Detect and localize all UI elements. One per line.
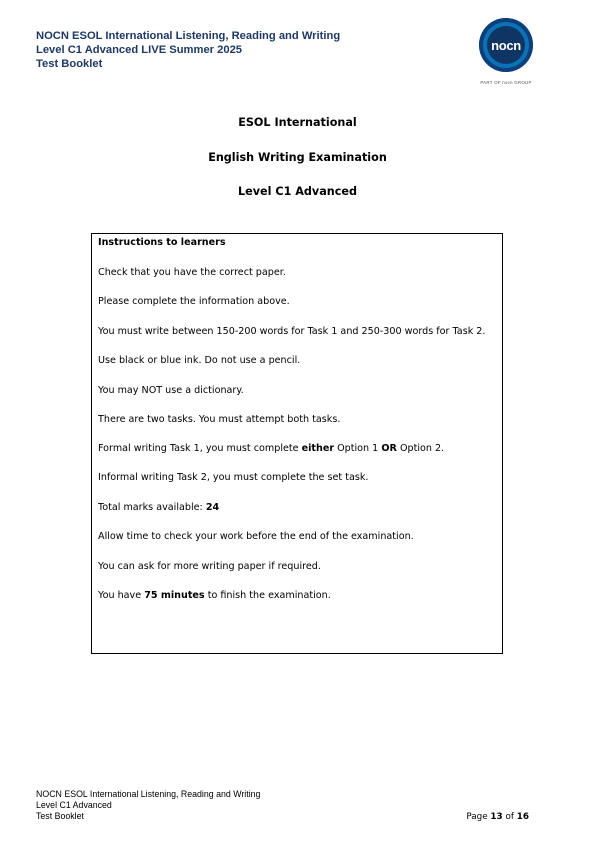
nocn-logo bbox=[476, 18, 536, 90]
footer-line-1: NOCN ESOL International Listening, Reading and Writing bbox=[36, 789, 261, 799]
header-line-1: NOCN ESOL International Listening, Reading and Writing bbox=[36, 30, 341, 42]
footer-line-2: Level C1 Advanced bbox=[36, 800, 112, 810]
logo-ring bbox=[479, 18, 533, 72]
instructions-box bbox=[91, 233, 503, 654]
instruction-item bbox=[98, 443, 444, 455]
logo-text: nocn bbox=[487, 26, 525, 64]
page-current: 13 bbox=[490, 812, 503, 822]
instruction-text: Total marks available: bbox=[98, 502, 206, 513]
instruction-item: You may NOT use a dictionary. bbox=[98, 385, 244, 396]
title-writing-examination: English Writing Examination bbox=[208, 151, 387, 164]
page-total: 16 bbox=[516, 812, 529, 822]
instruction-item bbox=[98, 502, 219, 514]
footer-line-3: Test Booklet bbox=[36, 811, 84, 821]
instruction-text: Option 2. bbox=[396, 443, 445, 454]
instruction-emphasis: OR bbox=[381, 443, 397, 454]
time-limit-value: 75 minutes bbox=[144, 590, 205, 601]
instruction-text: You have bbox=[98, 590, 145, 601]
instruction-emphasis: either bbox=[301, 443, 335, 454]
instruction-item: Allow time to check your work before the end of the examination. bbox=[98, 531, 414, 542]
title-esol-international: ESOL International bbox=[238, 116, 357, 129]
page-mid: of bbox=[502, 812, 517, 822]
header-line-3: Test Booklet bbox=[36, 58, 103, 70]
page-number bbox=[440, 812, 529, 822]
instruction-item: Check that you have the correct paper. bbox=[98, 267, 286, 278]
instruction-item: Please complete the information above. bbox=[98, 296, 290, 307]
instructions-heading: Instructions to learners bbox=[98, 237, 226, 248]
instruction-text: Option 1 bbox=[334, 443, 382, 454]
instruction-text: to finish the examination. bbox=[204, 590, 331, 601]
logo-tagline: PART OF nocn GROUP bbox=[480, 80, 532, 85]
instruction-item: Use black or blue ink. Do not use a pencil. bbox=[98, 355, 301, 366]
page-prefix: Page bbox=[466, 812, 491, 822]
instruction-text: Formal writing Task 1, you must complete bbox=[98, 443, 302, 454]
instruction-item bbox=[98, 590, 331, 602]
instruction-item: Informal writing Task 2, you must complete the set task. bbox=[98, 472, 369, 483]
document-header bbox=[36, 29, 436, 71]
instruction-item: You can ask for more writing paper if required. bbox=[98, 561, 321, 572]
instruction-item: There are two tasks. You must attempt both tasks. bbox=[98, 414, 341, 425]
instruction-item: You must write between 150-200 words for Task 1 and 250-300 words for Task 2. bbox=[98, 326, 486, 337]
header-line-2: Level C1 Advanced LIVE Summer 2025 bbox=[36, 44, 243, 56]
document-footer bbox=[36, 789, 336, 822]
total-marks-value: 24 bbox=[205, 502, 220, 513]
title-level: Level C1 Advanced bbox=[238, 185, 357, 198]
